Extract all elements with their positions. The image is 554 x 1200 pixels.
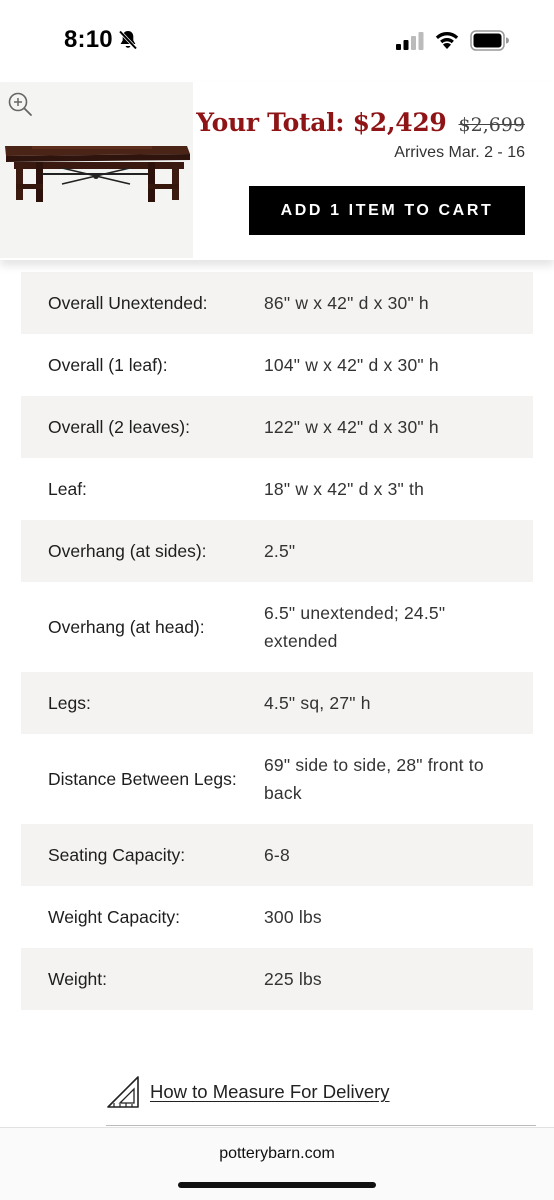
dimensions-table xyxy=(21,272,533,1010)
spec-value: 104" w x 42" d x 30" h xyxy=(264,355,439,375)
zoom-in-icon[interactable] xyxy=(7,91,33,117)
product-thumbnail[interactable] xyxy=(0,82,193,258)
spec-row xyxy=(21,458,533,520)
spec-label: Leaf: xyxy=(48,479,87,499)
spec-row xyxy=(21,520,533,582)
spec-value: 69" side to side, 28" front to back xyxy=(264,755,484,803)
spec-row xyxy=(21,824,533,886)
spec-row xyxy=(21,396,533,458)
spec-label: Distance Between Legs: xyxy=(48,769,237,789)
status-time: 8:10 xyxy=(64,26,113,53)
spec-label: Seating Capacity: xyxy=(48,845,186,865)
spec-label: Legs: xyxy=(48,693,91,713)
spec-value: 225 lbs xyxy=(264,969,322,989)
arrival-estimate: Arrives Mar. 2 - 16 xyxy=(394,144,525,161)
spec-value: 18" w x 42" d x 3" th xyxy=(264,479,424,499)
spec-value: 86" w x 42" d x 30" h xyxy=(264,293,429,313)
ruler-triangle-icon xyxy=(106,1075,140,1109)
spec-row xyxy=(21,948,533,1010)
spec-row xyxy=(21,734,533,824)
home-indicator[interactable] xyxy=(178,1182,376,1188)
spec-value: 2.5" xyxy=(264,541,296,561)
spec-value: 6.5" unextended; 24.5" extended xyxy=(264,603,446,651)
original-price: $2,699 xyxy=(458,114,525,136)
spec-label: Overall Unextended: xyxy=(48,293,208,313)
wifi-icon xyxy=(434,29,460,51)
spec-row xyxy=(21,582,533,672)
add-to-cart-button[interactable]: ADD 1 ITEM TO CART xyxy=(249,186,525,235)
spec-value: 4.5" sq, 27" h xyxy=(264,693,371,713)
spec-row xyxy=(21,272,533,334)
spec-row xyxy=(21,672,533,734)
spec-label: Overhang (at sides): xyxy=(48,541,207,561)
spec-value: 6-8 xyxy=(264,845,290,865)
dining-table-image xyxy=(2,134,192,204)
spec-label: Overhang (at head): xyxy=(48,617,205,637)
signal-icon xyxy=(396,32,424,50)
measure-link[interactable]: How to Measure For Delivery xyxy=(150,1081,390,1102)
browser-bottom-bar xyxy=(0,1127,554,1200)
spec-label: Overall (1 leaf): xyxy=(48,355,168,375)
price-summary xyxy=(196,108,525,137)
spec-label: Weight: xyxy=(48,969,108,989)
spec-row xyxy=(21,334,533,396)
total-price: Your Total: $2,429 xyxy=(196,108,447,137)
product-summary-header xyxy=(0,82,554,260)
url-domain[interactable]: potterybarn.com xyxy=(219,1145,335,1162)
measure-for-delivery[interactable] xyxy=(106,1075,390,1109)
spec-label: Overall (2 leaves): xyxy=(48,417,190,437)
spec-label: Weight Capacity: xyxy=(48,907,180,927)
battery-icon xyxy=(470,30,510,51)
spec-value: 122" w x 42" d x 30" h xyxy=(264,417,439,437)
spec-row xyxy=(21,886,533,948)
spec-value: 300 lbs xyxy=(264,907,322,927)
status-bar xyxy=(0,0,554,82)
bell-slash-icon xyxy=(117,29,139,51)
divider xyxy=(106,1125,536,1126)
